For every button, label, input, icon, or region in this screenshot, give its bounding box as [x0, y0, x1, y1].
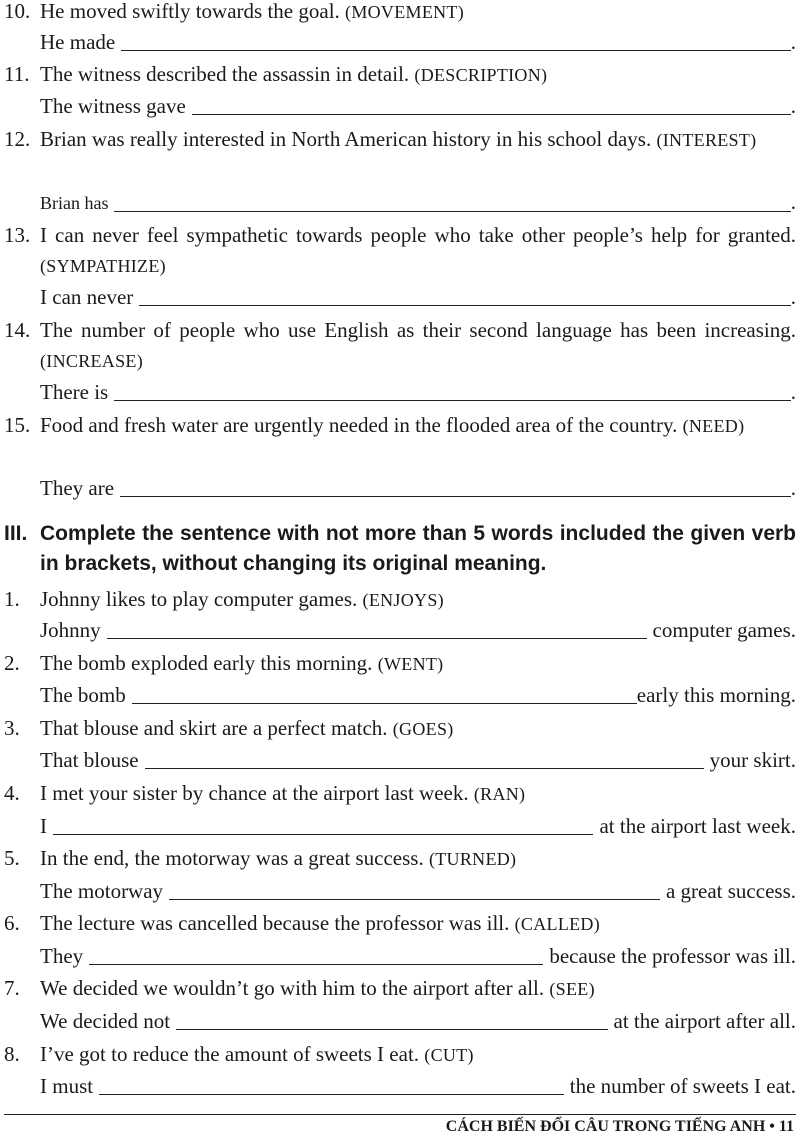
question-number: 12. [4, 127, 31, 151]
question-number: 5. [4, 846, 20, 870]
answer-line-13 [40, 282, 796, 312]
answer-blank[interactable] [192, 94, 791, 115]
book-title: CÁCH BIẾN ĐỔI CÂU TRONG TIẾNG ANH [445, 1118, 766, 1135]
answer-end: a great success. [665, 879, 796, 903]
question-prompt: Food and fresh water are urgently needed in the flooded area of the country. (NEED) [40, 413, 745, 437]
answer-end: . [790, 94, 796, 118]
answer-end: the number of sweets I eat. [569, 1074, 796, 1098]
section-number: III. [4, 522, 28, 545]
answer-line-14 [40, 377, 796, 407]
answer-blank[interactable] [169, 879, 660, 900]
page-number: 11 [778, 1118, 794, 1135]
keyword: (SEE) [549, 979, 595, 999]
footer-separator: • [769, 1118, 775, 1135]
footer-rule [4, 1114, 796, 1115]
answer-stem: The bomb [40, 683, 126, 707]
keyword: (DESCRIPTION) [414, 65, 548, 85]
question-number: 2. [4, 651, 20, 675]
answer-blank[interactable] [176, 1009, 607, 1030]
answer-blank[interactable] [114, 191, 790, 212]
question-prompt: He moved swiftly towards the goal. (MOVEMENT) [40, 0, 465, 23]
answer-line-10 [40, 27, 796, 57]
answer-stem: I must [40, 1074, 94, 1098]
answer-line-1 [40, 615, 796, 645]
answer-stem: The motorway [40, 879, 164, 903]
question-number: 7. [4, 976, 20, 1000]
answer-line-4 [40, 811, 796, 841]
answer-stem: That blouse [40, 748, 139, 772]
answer-blank[interactable] [121, 30, 791, 51]
answer-line-15 [40, 473, 796, 503]
answer-stem: I can never [40, 285, 134, 309]
question-prompt: In the end, the motorway was a great success. (TURNED) [40, 846, 517, 870]
answer-line-8 [40, 1071, 796, 1101]
question-number: 11. [4, 62, 30, 86]
answer-blank[interactable] [114, 380, 791, 401]
answer-end: at the airport after all. [613, 1009, 796, 1033]
question-number: 6. [4, 911, 20, 935]
answer-end: . [790, 30, 796, 54]
answer-line-7 [40, 1006, 796, 1036]
answer-line-3 [40, 745, 796, 775]
answer-end: . [790, 380, 796, 404]
answer-stem: There is [40, 380, 109, 404]
answer-line-12 [40, 187, 796, 218]
question-prompt: The witness described the assassin in detail. (DESCRIPTION) [40, 62, 548, 86]
keyword: (GOES) [392, 719, 454, 739]
answer-blank[interactable] [99, 1074, 564, 1095]
answer-stem: Johnny [40, 618, 101, 642]
question-prompt: We decided we wouldn’t go with him to the airport after all. (SEE) [40, 976, 595, 1000]
question-number: 4. [4, 781, 20, 805]
page-footer [446, 1118, 794, 1136]
answer-end: . [790, 285, 796, 309]
keyword: (SYMPATHIZE) [40, 256, 166, 276]
question-number: 3. [4, 716, 20, 740]
answer-end: your skirt. [709, 748, 796, 772]
question-prompt: The number of people who use English as their second language has been increasing. (INCREASE) [40, 318, 796, 371]
question-prompt: I met your sister by chance at the airport last week. (RAN) [40, 781, 526, 805]
keyword: (INCREASE) [40, 351, 143, 371]
question-prompt: I can never feel sympathetic towards people who take other people’s help for granted. (SYMPATHIZE) [40, 223, 796, 276]
question-number: 1. [4, 587, 20, 611]
question-number: 13. [4, 223, 31, 247]
keyword: (ENJOYS) [362, 590, 444, 610]
answer-end: because the professor was ill. [549, 944, 796, 968]
answer-blank[interactable] [53, 814, 593, 835]
answer-stem: They are [40, 476, 115, 500]
keyword: (TURNED) [428, 849, 517, 869]
answer-blank[interactable] [132, 683, 637, 704]
answer-end: computer games. [652, 618, 796, 642]
answer-line-6 [40, 941, 796, 971]
section-instruction: Complete the sentence with not more than 5 words included the given verb in brackets, without changing its original meaning. [40, 522, 796, 575]
answer-blank[interactable] [139, 285, 790, 306]
answer-line-5 [40, 876, 796, 906]
question-prompt: I’ve got to reduce the amount of sweets I eat. (CUT) [40, 1042, 474, 1066]
answer-blank[interactable] [89, 944, 543, 965]
keyword: (CUT) [424, 1045, 474, 1065]
answer-end: . [790, 190, 796, 214]
question-prompt: Johnny likes to play computer games. (ENJOYS) [40, 587, 444, 611]
keyword: (CALLED) [514, 914, 601, 934]
keyword: (RAN) [473, 784, 526, 804]
keyword: (NEED) [682, 416, 745, 436]
answer-end: . [790, 476, 796, 500]
answer-stem: He made [40, 30, 116, 54]
answer-line-11 [40, 91, 796, 121]
answer-end: at the airport last week. [599, 814, 796, 838]
answer-stem: We decided not [40, 1009, 171, 1033]
answer-blank[interactable] [120, 476, 791, 497]
answer-stem: The witness gave [40, 94, 186, 118]
answer-blank[interactable] [107, 618, 647, 639]
question-prompt: Brian was really interested in North American history in his school days. (INTEREST) [40, 127, 757, 151]
keyword: (INTEREST) [656, 130, 757, 150]
question-prompt: That blouse and skirt are a perfect match. (GOES) [40, 716, 454, 740]
keyword: (WENT) [377, 654, 444, 674]
answer-end: early this morning. [636, 683, 796, 707]
question-prompt: The lecture was cancelled because the professor was ill. (CALLED) [40, 911, 601, 935]
question-prompt: The bomb exploded early this morning. (WENT) [40, 651, 444, 675]
question-number: 14. [4, 318, 31, 342]
question-number: 15. [4, 413, 31, 437]
question-number: 8. [4, 1042, 20, 1066]
answer-stem: They [40, 944, 84, 968]
answer-line-2 [40, 680, 796, 710]
question-number: 10. [4, 0, 31, 23]
answer-blank[interactable] [145, 748, 704, 769]
answer-stem: I [40, 814, 47, 838]
keyword: (MOVEMENT) [345, 2, 465, 22]
answer-stem: Brian has [40, 193, 109, 213]
